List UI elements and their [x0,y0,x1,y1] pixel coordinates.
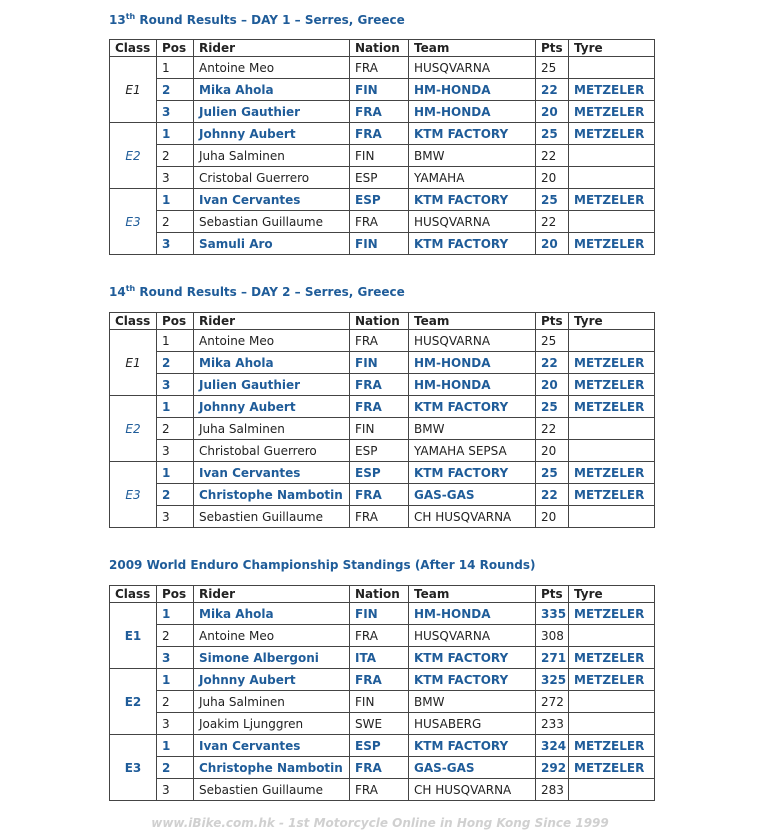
results-table-day2 [109,312,655,528]
nation-cell: FRA [350,123,409,145]
table-row [110,418,655,440]
pos-cell: 2 [157,145,194,167]
column-header-tyre: Tyre [569,586,655,603]
column-header-nation: Nation [350,40,409,57]
tyre-cell [569,145,655,167]
nation-cell: FRA [350,57,409,79]
nation-cell: FRA [350,757,409,779]
team-cell: HUSQVARNA [409,625,536,647]
column-header-class: Class [110,40,157,57]
tyre-cell: METZELER [569,101,655,123]
rider-cell: Sebastien Guillaume [194,779,350,801]
tyre-cell: METZELER [569,757,655,779]
pos-cell: 3 [157,233,194,255]
pos-cell: 2 [157,211,194,233]
team-cell: HM-HONDA [409,374,536,396]
rider-cell: Christophe Nambotin [194,484,350,506]
pos-cell: 1 [157,189,194,211]
pts-cell: 20 [536,506,569,528]
pos-cell: 1 [157,669,194,691]
rider-cell: Mika Ahola [194,352,350,374]
table-row [110,330,655,352]
table-row [110,735,655,757]
pts-cell: 20 [536,233,569,255]
team-cell: BMW [409,691,536,713]
column-header-rider: Rider [194,40,350,57]
tyre-cell [569,713,655,735]
table-row [110,352,655,374]
header-row [110,313,655,330]
section-title-day1: 13th Round Results – DAY 1 – Serres, Greece [109,12,405,27]
class-cell: E1 [110,57,157,123]
rider-cell: Antoine Meo [194,330,350,352]
column-header-team: Team [409,313,536,330]
pts-cell: 292 [536,757,569,779]
pos-cell: 3 [157,440,194,462]
nation-cell: ESP [350,189,409,211]
nation-cell: FRA [350,396,409,418]
rider-cell: Christophe Nambotin [194,757,350,779]
pts-cell: 335 [536,603,569,625]
pos-cell: 1 [157,396,194,418]
pts-cell: 22 [536,484,569,506]
rider-cell: Sebastien Guillaume [194,506,350,528]
pts-cell: 22 [536,145,569,167]
tyre-cell [569,625,655,647]
nation-cell: FRA [350,101,409,123]
pos-cell: 3 [157,713,194,735]
rider-cell: Sebastian Guillaume [194,211,350,233]
nation-cell: FIN [350,418,409,440]
team-cell: HUSABERG [409,713,536,735]
pos-cell: 1 [157,462,194,484]
tyre-cell [569,506,655,528]
nation-cell: FRA [350,330,409,352]
tyre-cell: METZELER [569,233,655,255]
pts-cell: 25 [536,123,569,145]
table-row [110,484,655,506]
tyre-cell [569,57,655,79]
tyre-cell: METZELER [569,735,655,757]
team-cell: HM-HONDA [409,352,536,374]
pts-cell: 271 [536,647,569,669]
pts-cell: 25 [536,396,569,418]
rider-cell: Antoine Meo [194,57,350,79]
column-header-pos: Pos [157,313,194,330]
team-cell: BMW [409,145,536,167]
nation-cell: FIN [350,79,409,101]
team-cell: HM-HONDA [409,101,536,123]
pos-cell: 2 [157,484,194,506]
pts-cell: 325 [536,669,569,691]
rider-cell: Juha Salminen [194,691,350,713]
rider-cell: Christobal Guerrero [194,440,350,462]
team-cell: HM-HONDA [409,79,536,101]
rider-cell: Johnny Aubert [194,669,350,691]
nation-cell: ESP [350,735,409,757]
pos-cell: 2 [157,757,194,779]
pts-cell: 20 [536,101,569,123]
nation-cell: FRA [350,506,409,528]
pos-cell: 3 [157,779,194,801]
rider-cell: Juha Salminen [194,145,350,167]
nation-cell: FIN [350,603,409,625]
pts-cell: 25 [536,189,569,211]
rider-cell: Antoine Meo [194,625,350,647]
header-row [110,40,655,57]
table-row [110,57,655,79]
tyre-cell: METZELER [569,484,655,506]
rider-cell: Samuli Aro [194,233,350,255]
pos-cell: 2 [157,352,194,374]
table-row [110,691,655,713]
tyre-cell: METZELER [569,123,655,145]
class-cell: E3 [110,462,157,528]
column-header-pts: Pts [536,586,569,603]
team-cell: HUSQVARNA [409,330,536,352]
tyre-cell: METZELER [569,647,655,669]
rider-cell: Ivan Cervantes [194,462,350,484]
nation-cell: FRA [350,484,409,506]
rider-cell: Mika Ahola [194,603,350,625]
table-row [110,211,655,233]
tyre-cell: METZELER [569,462,655,484]
team-cell: KTM FACTORY [409,233,536,255]
team-cell: CH HUSQVARNA [409,779,536,801]
table-row [110,123,655,145]
table-row [110,757,655,779]
team-cell: HUSQVARNA [409,57,536,79]
tyre-cell: METZELER [569,374,655,396]
rider-cell: Johnny Aubert [194,396,350,418]
team-cell: CH HUSQVARNA [409,506,536,528]
pts-cell: 20 [536,167,569,189]
pos-cell: 2 [157,79,194,101]
team-cell: GAS-GAS [409,484,536,506]
pts-cell: 324 [536,735,569,757]
team-cell: GAS-GAS [409,757,536,779]
class-cell: E1 [110,330,157,396]
tyre-cell [569,691,655,713]
table-row [110,233,655,255]
nation-cell: ESP [350,167,409,189]
pts-cell: 22 [536,211,569,233]
table-row [110,440,655,462]
rider-cell: Joakim Ljunggren [194,713,350,735]
pos-cell: 2 [157,625,194,647]
pos-cell: 1 [157,735,194,757]
table-row [110,713,655,735]
table-row [110,145,655,167]
table-row [110,669,655,691]
rider-cell: Julien Gauthier [194,101,350,123]
tyre-cell: METZELER [569,603,655,625]
pos-cell: 3 [157,374,194,396]
pts-cell: 25 [536,462,569,484]
column-header-pts: Pts [536,40,569,57]
nation-cell: FIN [350,691,409,713]
column-header-pos: Pos [157,586,194,603]
table-row [110,462,655,484]
nation-cell: FRA [350,669,409,691]
column-header-team: Team [409,40,536,57]
table-row [110,625,655,647]
table-row [110,603,655,625]
pos-cell: 3 [157,101,194,123]
rider-cell: Ivan Cervantes [194,189,350,211]
tyre-cell: METZELER [569,79,655,101]
pts-cell: 233 [536,713,569,735]
nation-cell: ESP [350,440,409,462]
table-row [110,506,655,528]
pts-cell: 308 [536,625,569,647]
pts-cell: 20 [536,440,569,462]
table-row [110,374,655,396]
pos-cell: 2 [157,691,194,713]
nation-cell: FIN [350,233,409,255]
team-cell: HM-HONDA [409,603,536,625]
team-cell: KTM FACTORY [409,123,536,145]
class-cell: E3 [110,189,157,255]
pts-cell: 22 [536,418,569,440]
rider-cell: Julien Gauthier [194,374,350,396]
table-row [110,779,655,801]
column-header-nation: Nation [350,313,409,330]
team-cell: BMW [409,418,536,440]
pts-cell: 22 [536,79,569,101]
pos-cell: 1 [157,330,194,352]
column-header-pos: Pos [157,40,194,57]
pos-cell: 3 [157,647,194,669]
column-header-class: Class [110,586,157,603]
pos-cell: 1 [157,123,194,145]
column-header-tyre: Tyre [569,313,655,330]
nation-cell: FIN [350,352,409,374]
nation-cell: FRA [350,625,409,647]
pos-cell: 3 [157,506,194,528]
tyre-cell [569,418,655,440]
column-header-team: Team [409,586,536,603]
table-row [110,79,655,101]
table-row [110,167,655,189]
tyre-cell: METZELER [569,189,655,211]
pos-cell: 1 [157,603,194,625]
pos-cell: 3 [157,167,194,189]
rider-cell: Ivan Cervantes [194,735,350,757]
table-row [110,647,655,669]
column-header-rider: Rider [194,586,350,603]
column-header-rider: Rider [194,313,350,330]
tyre-cell: METZELER [569,669,655,691]
tyre-cell: METZELER [569,352,655,374]
class-cell: E2 [110,396,157,462]
column-header-class: Class [110,313,157,330]
pos-cell: 1 [157,57,194,79]
column-header-pts: Pts [536,313,569,330]
team-cell: KTM FACTORY [409,647,536,669]
rider-cell: Juha Salminen [194,418,350,440]
rider-cell: Simone Albergoni [194,647,350,669]
nation-cell: SWE [350,713,409,735]
team-cell: YAMAHA SEPSA [409,440,536,462]
team-cell: YAMAHA [409,167,536,189]
tyre-cell: METZELER [569,396,655,418]
nation-cell: ITA [350,647,409,669]
column-header-tyre: Tyre [569,40,655,57]
class-cell: E1 [110,603,157,669]
team-cell: HUSQVARNA [409,211,536,233]
nation-cell: FRA [350,374,409,396]
tyre-cell [569,440,655,462]
team-cell: KTM FACTORY [409,396,536,418]
standings-table [109,585,655,801]
rider-cell: Cristobal Guerrero [194,167,350,189]
nation-cell: ESP [350,462,409,484]
pts-cell: 272 [536,691,569,713]
team-cell: KTM FACTORY [409,669,536,691]
pts-cell: 25 [536,330,569,352]
nation-cell: FRA [350,211,409,233]
team-cell: KTM FACTORY [409,735,536,757]
class-cell: E2 [110,123,157,189]
class-cell: E2 [110,669,157,735]
column-header-nation: Nation [350,586,409,603]
team-cell: KTM FACTORY [409,189,536,211]
table-row [110,101,655,123]
tyre-cell [569,779,655,801]
table-row [110,189,655,211]
pts-cell: 25 [536,57,569,79]
pts-cell: 22 [536,352,569,374]
tyre-cell [569,211,655,233]
tyre-cell [569,167,655,189]
tyre-cell [569,330,655,352]
team-cell: KTM FACTORY [409,462,536,484]
pos-cell: 2 [157,418,194,440]
nation-cell: FIN [350,145,409,167]
pts-cell: 283 [536,779,569,801]
section-title-day2: 14th Round Results – DAY 2 – Serres, Greece [109,284,405,299]
nation-cell: FRA [350,779,409,801]
results-table-day1 [109,39,655,255]
class-cell: E3 [110,735,157,801]
site-footer: www.iBike.com.hk - 1st Motorcycle Online in Hong Kong Since 1999 [151,816,609,830]
section-title-standings: 2009 World Enduro Championship Standings (After 14 Rounds) [109,558,536,572]
table-row [110,396,655,418]
pts-cell: 20 [536,374,569,396]
header-row [110,586,655,603]
rider-cell: Mika Ahola [194,79,350,101]
rider-cell: Johnny Aubert [194,123,350,145]
